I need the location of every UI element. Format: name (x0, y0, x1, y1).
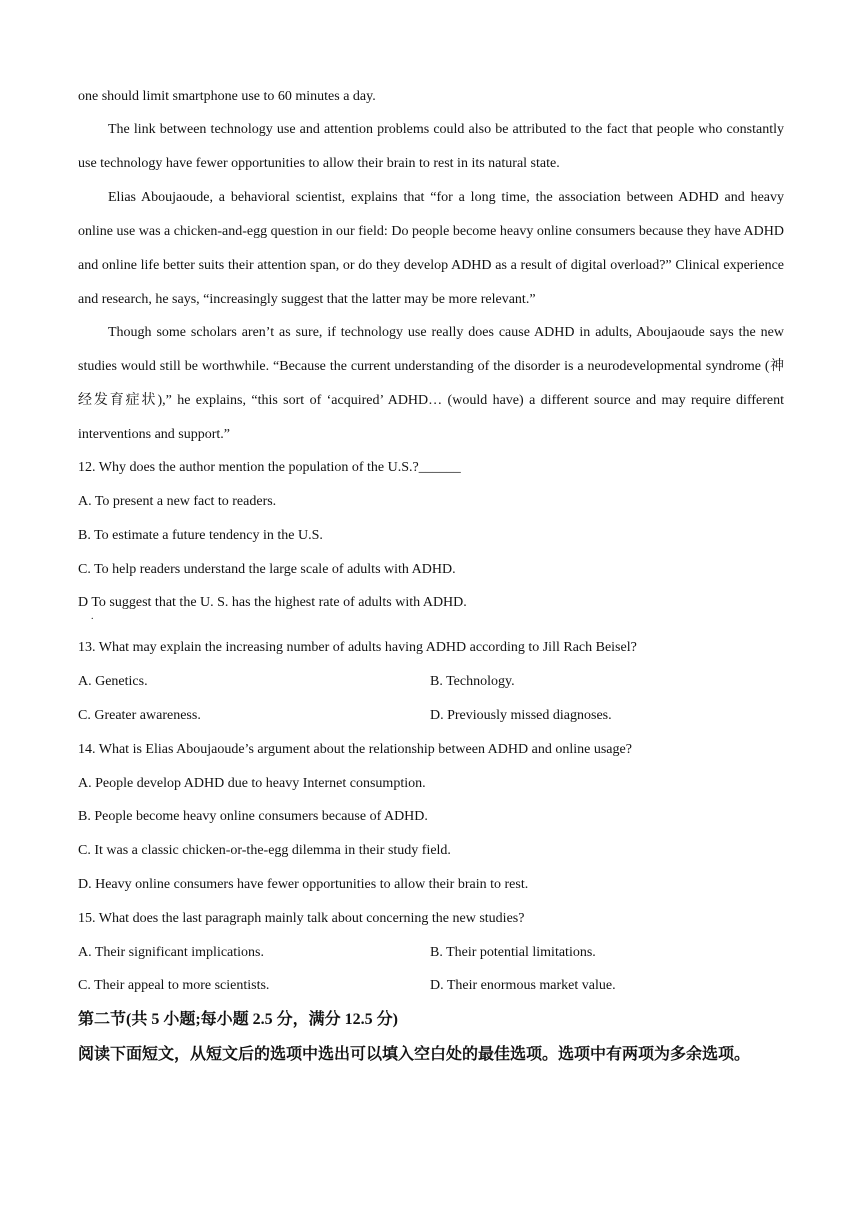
section-2-title: 第二节(共 5 小题;每小题 2.5 分，满分 12.5 分) (78, 1011, 398, 1028)
question-14-option-a: A. People develop ADHD due to heavy Internet consumption. (78, 776, 426, 791)
question-15-stem: 15. What does the last paragraph mainly talk about concerning the new studies? (78, 911, 525, 926)
question-15-option-a: A. Their significant implications. (78, 945, 264, 960)
question-12-stem: 12. Why does the author mention the population of the U.S.?______ (78, 460, 461, 475)
question-13-option-a: A. Genetics. (78, 674, 148, 689)
question-15-option-d: D. Their enormous market value. (430, 978, 616, 993)
question-14-option-b: B. People become heavy online consumers because of ADHD. (78, 809, 428, 824)
question-12-option-d: D To suggest that the U. S. has the highest rate of adults with ADHD. (78, 595, 467, 610)
passage-paragraph-new-studies: Though some scholars aren’t as sure, if technology use really does cause ADHD in adults, Aboujaoude says the new studies would still be worthwhile. “Because the current understanding of the disorder is a neurodevelopmental syndrome (神经发育症状),” he explains, “this sort of ‘acquired’ ADHD… (would have) a different source and may require different interventions and support.” (78, 325, 784, 442)
question-13-option-d: D. Previously missed diagnoses. (430, 708, 612, 723)
passage-paragraph-technology-link: The link between technology use and attention problems could also be attributed to the fact that people who constantly use technology have fewer opportunities to allow their brain to rest in its natural state. (78, 122, 784, 171)
question-13-stem: 13. What may explain the increasing number of adults having ADHD according to Jill Rach Beisel? (78, 640, 637, 655)
passage-paragraph-tail: one should limit smartphone use to 60 minutes a day. (78, 89, 376, 104)
question-12-option-c: C. To help readers understand the large scale of adults with ADHD. (78, 562, 456, 577)
question-13-option-b: B. Technology. (430, 674, 515, 689)
passage-paragraph-aboujaoude: Elias Aboujaoude, a behavioral scientist, explains that “for a long time, the association between ADHD and heavy online use was a chicken-and-egg question in our field: Do people become heavy online consumers because they have ADHD and online life better suits their attention span, or do they develop ADHD as a result of digital overload?” Clinical experience and research, he says, “increasingly suggest that the latter may be more relevant.” (78, 190, 784, 307)
question-12-option-d-dot: . (91, 611, 94, 622)
question-14-option-d: D. Heavy online consumers have fewer opportunities to allow their brain to rest. (78, 877, 529, 892)
question-12-option-b: B. To estimate a future tendency in the U.S. (78, 528, 323, 543)
question-14-option-c: C. It was a classic chicken-or-the-egg dilemma in their study field. (78, 843, 451, 858)
question-15-option-c: C. Their appeal to more scientists. (78, 978, 270, 993)
question-13-option-c: C. Greater awareness. (78, 708, 201, 723)
question-15-option-b: B. Their potential limitations. (430, 945, 596, 960)
section-2-instruction: 阅读下面短文，从短文后的选项中选出可以填入空白处的最佳选项。选项中有两项为多余选项。 (78, 1044, 751, 1063)
question-12-option-a: A. To present a new fact to readers. (78, 494, 277, 509)
question-14-stem: 14. What is Elias Aboujaoude’s argument about the relationship between ADHD and online usage? (78, 742, 632, 757)
